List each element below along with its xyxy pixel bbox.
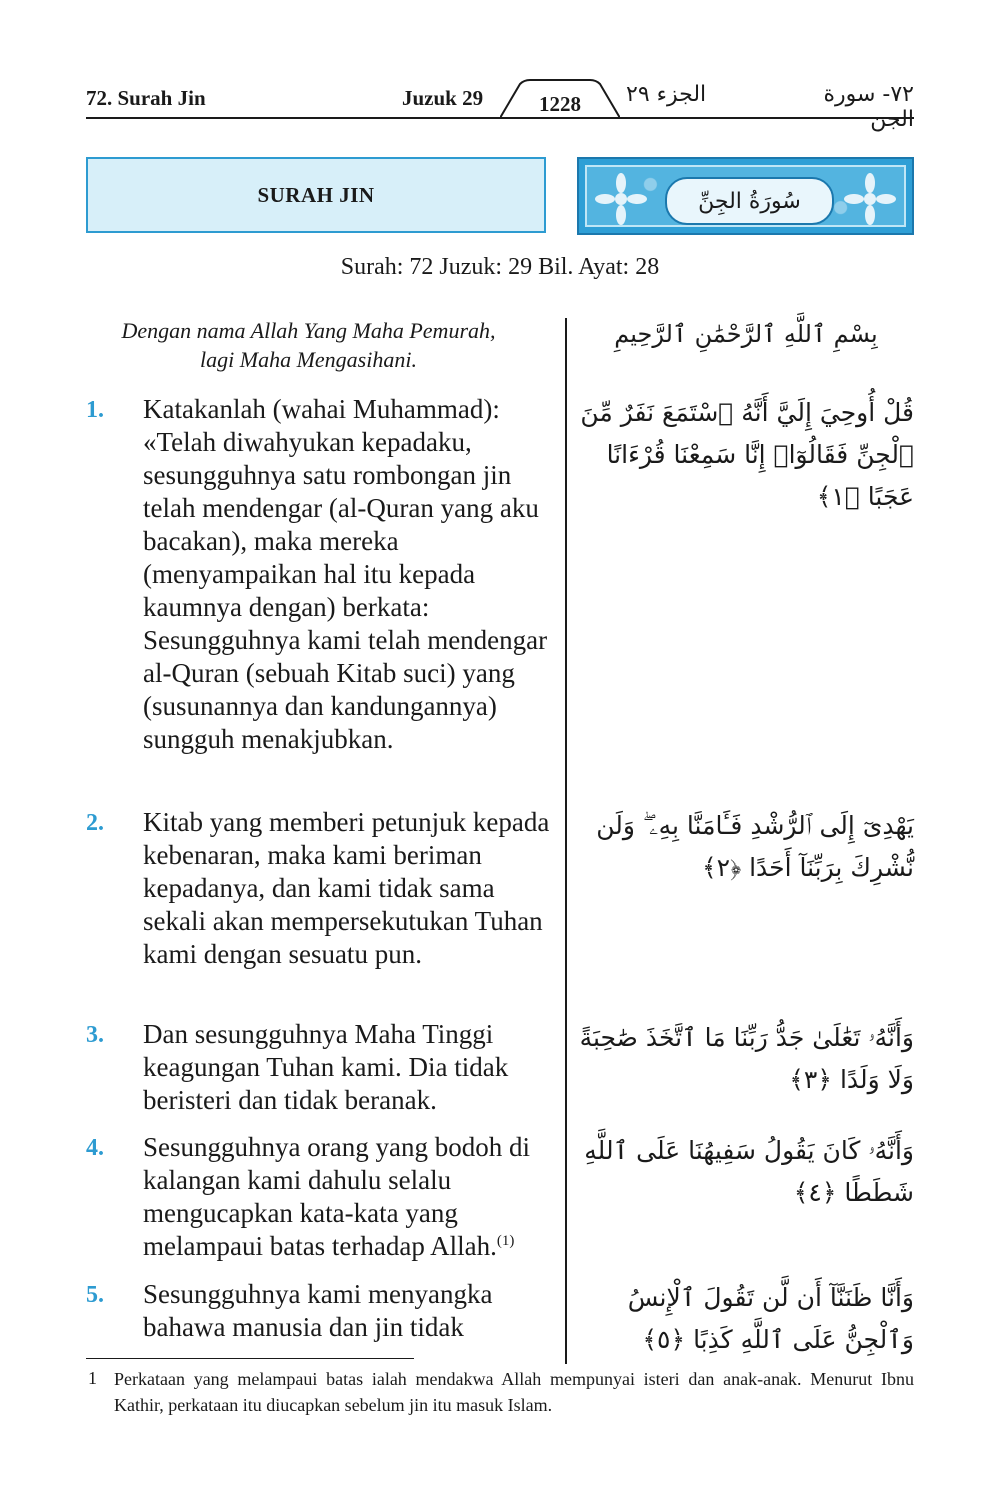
running-header-surah-arabic: ٧٢- سورة الجن <box>823 82 914 132</box>
verse-translation: Kitab yang memberi petunjuk kepada kebenaran, maka kami beriman kepadanya, dan kami tidak sama sekali akan mempersekutukan Tuhan kami dengan sesuatu pun. <box>143 807 550 969</box>
surah-title-box <box>86 157 546 233</box>
arabic-surah-title: سُورَةُ الجِنِّ <box>698 188 801 214</box>
basmalah-line-1: Dengan nama Allah Yang Maha Pemurah, <box>121 318 496 343</box>
basmalah-arabic: بِسْمِ ٱللَّهِ ٱلرَّحْمَٰنِ ٱلرَّحِيمِ <box>614 320 878 348</box>
header-rule <box>86 117 914 119</box>
basmalah-line-2: lagi Maha Mengasihani. <box>200 347 417 372</box>
flower-ornament-icon <box>840 169 900 229</box>
flower-ornament-icon <box>591 169 651 229</box>
running-header-surah: 72. Surah Jin <box>86 86 206 110</box>
surah-info: Surah: 72 Juzuk: 29 Bil. Ayat: 28 <box>340 254 660 280</box>
verse-arabic: يَهْدِىٓ إِلَى ٱلرُّشْدِ فَـَٔامَنَّا بِهِۦ ۖ وَلَن نُّشْرِكَ بِرَبِّنَآ أَحَدًا ﴿٢﴾ <box>596 811 914 882</box>
running-header-juz-arabic: الجزء ٢٩ <box>626 82 707 107</box>
footnote-ref[interactable]: (1) <box>496 1233 515 1249</box>
verse-number: 2. <box>86 810 104 836</box>
verse-arabic: وَأَنَّا ظَنَنَّآ أَن لَّن تَقُولَ ٱلْإِنسُ وَٱلْجِنُّ عَلَى ٱللَّهِ كَذِبًا ﴿٥﴾ <box>627 1283 914 1354</box>
surah-title: SURAH JIN <box>257 182 375 207</box>
verse-arabic: قُلْ أُوحِيَ إِلَيَّ أَنَّهُ ٱسْتَمَعَ نَفَرٌ مِّنَ ٱلْجِنِّ فَقَالُوٓا۟ إِنَّا سَمِعْنَا قُرْءَانًا عَجَبًا ﴿١﴾ <box>580 398 914 511</box>
verse-translation-text: Sesungguhnya orang yang bodoh di kalangan kami dahulu selalu mengucapkan kata-kata yang melampaui batas terhadap Allah. <box>143 1132 530 1261</box>
verse-translation: Sesungguhnya kami menyangka bahawa manusia dan jin tidak <box>143 1279 493 1342</box>
column-divider <box>565 318 567 1364</box>
verse-translation: Katakanlah (wahai Muhammad): «Telah diwahyukan kepadaku, sesungguhnya satu rombongan jin telah mendengar (al-Quran yang aku bacakan), maka mereka (menyampaikan hal itu kepada kaumnya dengan) berkata: Sesungguhnya kami telah mendengar al-Quran (sebuah Kitab suci) yang (susunannya dan kandungannya) sungguh menakjubkan. <box>143 394 548 754</box>
footnote-number: 1 <box>88 1368 97 1388</box>
ornamental-title-panel <box>577 157 914 235</box>
verse-number: 5. <box>86 1282 104 1308</box>
arabic-title-cartouche <box>665 177 834 225</box>
footnote-text: Perkataan yang melampaui batas ialah mendakwa Allah mempunyai isteri dan anak-anak. Menurut Ibnu Kathir, perkataan itu diucapkan sebelum jin itu masuk Islam. <box>114 1369 914 1415</box>
verse-translation <box>143 1131 558 1263</box>
footnote-rule <box>86 1358 414 1359</box>
verse-number: 3. <box>86 1022 104 1048</box>
verse-arabic: وَأَنَّهُۥ تَعَٰلَىٰ جَدُّ رَبِّنَا مَا ٱتَّخَذَ صَٰحِبَةً وَلَا وَلَدًا ﴿٣﴾ <box>579 1023 914 1094</box>
verse-arabic: وَأَنَّهُۥ كَانَ يَقُولُ سَفِيهُنَا عَلَى ٱللَّهِ شَطَطًا ﴿٤﴾ <box>584 1136 914 1207</box>
verse-number: 4. <box>86 1135 104 1161</box>
basmalah-translation <box>86 316 531 374</box>
ornament-pattern <box>585 165 906 227</box>
page-number: 1228 <box>539 92 581 116</box>
running-header-juzuk: Juzuk 29 <box>402 86 484 110</box>
verse-translation: Dan sesungguhnya Maha Tinggi keagungan Tuhan kami. Dia tidak beristeri dan tidak beranak. <box>143 1019 509 1115</box>
verse-number: 1. <box>86 397 104 423</box>
